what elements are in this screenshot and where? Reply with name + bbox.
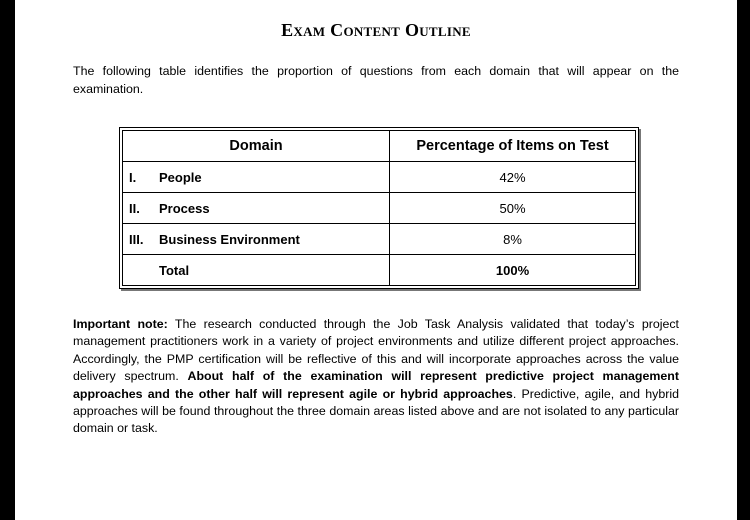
header-domain: Domain	[123, 131, 390, 162]
page-title: Exam Content Outline	[281, 20, 471, 40]
domain-name: Business Environment	[159, 231, 300, 247]
domain-table-frame	[119, 127, 639, 289]
note-text-1: The research conducted through the Job Task Analysis validated that today’s project management practitioners work in a variety of project environments and utilize different project approaches. Accordingly, the PMP certification will be reflective of this and will incorporate approaches across the value delivery spectrum.	[73, 317, 680, 384]
domain-table	[122, 130, 636, 286]
percentage-cell: 8%	[390, 224, 636, 255]
note-emphasis: About half of the examination will represent predictive project management approaches and the other half will represent agile or hybrid approaches	[73, 369, 679, 401]
table-row	[123, 193, 636, 224]
intro-paragraph: The following table identifies the proportion of questions from each domain that will appear on the examination.	[73, 64, 679, 96]
note-label: Important note:	[73, 317, 168, 331]
domain-cell	[123, 162, 390, 193]
percentage-cell: 42%	[390, 162, 636, 193]
total-label-cell	[123, 255, 390, 286]
total-percentage: 100%	[390, 255, 636, 286]
domain-number: II.	[129, 200, 140, 216]
domain-cell	[123, 193, 390, 224]
percentage-cell: 50%	[390, 193, 636, 224]
table-row	[123, 162, 636, 193]
important-note	[73, 316, 679, 438]
note-text-2: . Predictive, agile, and hybrid approaches will be found throughout the three domain areas listed above and are not isolated to any particular domain or task.	[73, 386, 680, 436]
domain-number: I.	[129, 169, 137, 185]
table-row	[123, 224, 636, 255]
domain-name: Process	[159, 200, 210, 216]
table-header-row	[123, 131, 636, 162]
domain-cell	[123, 224, 390, 255]
header-percentage: Percentage of Items on Test	[390, 131, 636, 162]
document-page	[15, 0, 737, 520]
total-label: Total	[159, 262, 190, 278]
domain-name: People	[159, 169, 202, 185]
domain-number: III.	[129, 231, 144, 247]
total-row	[123, 255, 636, 286]
